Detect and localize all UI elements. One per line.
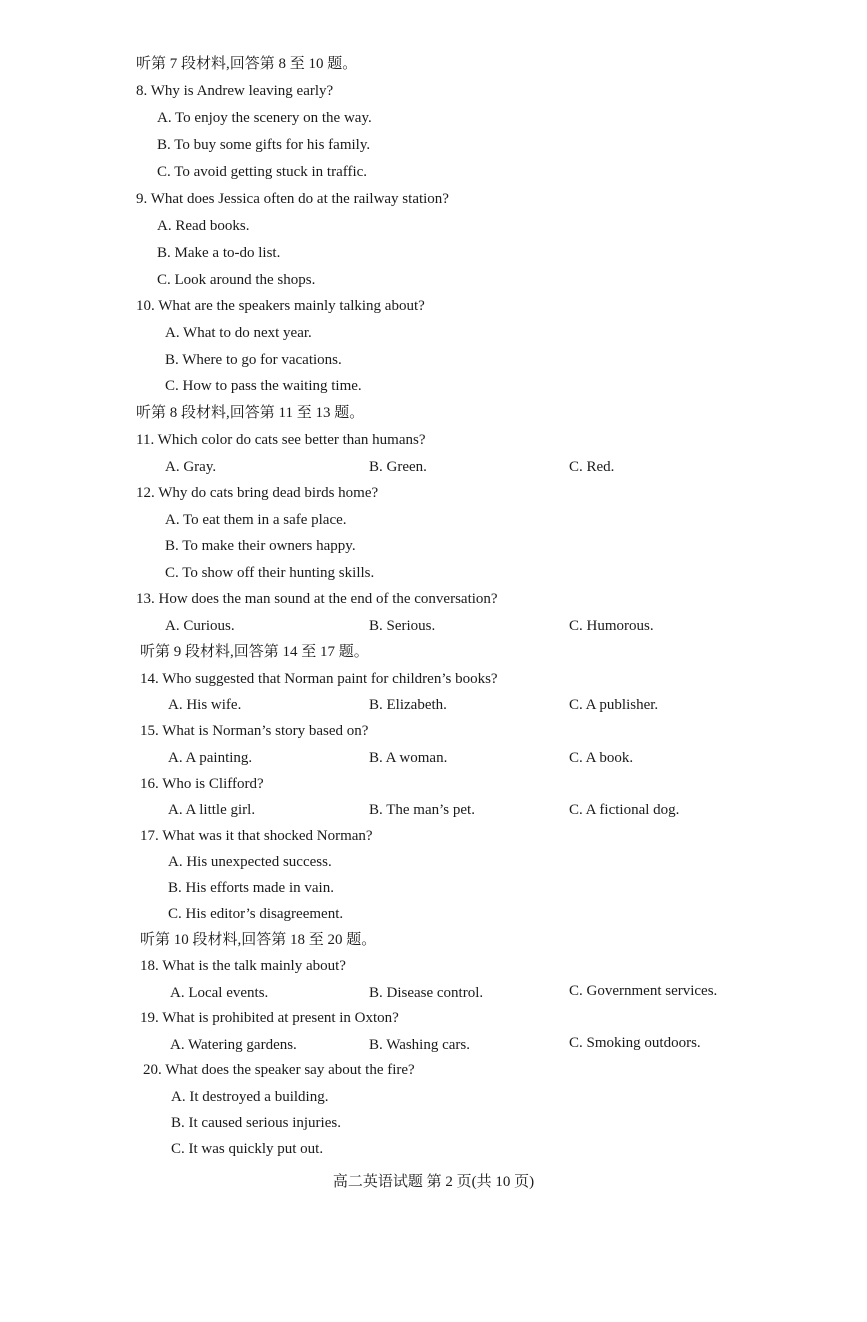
option: A. Watering gardens.: [170, 1037, 297, 1053]
question: 8. Why is Andrew leaving early?: [136, 83, 334, 99]
option: C. A fictional dog.: [569, 802, 680, 818]
option: B. Green.: [369, 459, 427, 475]
option: B. Serious.: [369, 618, 436, 634]
option: B. Washing cars.: [369, 1037, 471, 1053]
question: 12. Why do cats bring dead birds home?: [136, 485, 379, 501]
section-header: 听第 8 段材料,回答第 11 至 13 题。: [136, 405, 365, 421]
question: 11. Which color do cats see better than humans?: [136, 432, 426, 448]
option: A. It destroyed a building.: [171, 1089, 329, 1105]
option: B. Disease control.: [369, 985, 484, 1001]
option: A. Read books.: [157, 218, 250, 234]
option: A. His wife.: [168, 697, 242, 713]
option: C. To avoid getting stuck in traffic.: [157, 164, 368, 180]
question: 17. What was it that shocked Norman?: [140, 828, 373, 844]
option: A. Local events.: [170, 985, 269, 1001]
option: B. A woman.: [369, 750, 448, 766]
option: C. His editor’s disagreement.: [168, 906, 344, 922]
option: B. To buy some gifts for his family.: [157, 137, 371, 153]
question: 14. Who suggested that Norman paint for children’s books?: [140, 671, 498, 687]
option: C. Red.: [569, 459, 615, 475]
question: 15. What is Norman’s story based on?: [140, 723, 369, 739]
question: 20. What does the speaker say about the fire?: [143, 1062, 415, 1078]
question: 13. How does the man sound at the end of the conversation?: [136, 591, 498, 607]
option: C. It was quickly put out.: [171, 1141, 324, 1157]
option: C. Government services.: [569, 983, 718, 999]
question: 9. What does Jessica often do at the railway station?: [136, 191, 449, 207]
page-footer: 高二英语试题 第 2 页(共 10 页): [332, 1174, 535, 1190]
option: B. To make their owners happy.: [165, 538, 356, 554]
option: A. A painting.: [168, 750, 253, 766]
option: C. Look around the shops.: [157, 272, 316, 288]
option: B. It caused serious injuries.: [171, 1115, 341, 1131]
option: C. Smoking outdoors.: [569, 1035, 701, 1051]
option: C. A book.: [569, 750, 634, 766]
option: B. Where to go for vacations.: [165, 352, 342, 368]
section-header: 听第 10 段材料,回答第 18 至 20 题。: [140, 932, 377, 948]
option: C. Humorous.: [569, 618, 654, 634]
option: C. To show off their hunting skills.: [165, 565, 375, 581]
option: A. Gray.: [165, 459, 217, 475]
question: 10. What are the speakers mainly talking about?: [136, 298, 425, 314]
option: A. What to do next year.: [165, 325, 312, 341]
option: C. A publisher.: [569, 697, 659, 713]
option: B. His efforts made in vain.: [168, 880, 334, 896]
option: A. To eat them in a safe place.: [165, 512, 347, 528]
section-header: 听第 7 段材料,回答第 8 至 10 题。: [136, 56, 358, 72]
question: 19. What is prohibited at present in Oxton?: [140, 1010, 399, 1026]
option: A. A little girl.: [168, 802, 256, 818]
option: A. To enjoy the scenery on the way.: [157, 110, 372, 126]
option: B. Elizabeth.: [369, 697, 447, 713]
option: B. Make a to-do list.: [157, 245, 281, 261]
section-header: 听第 9 段材料,回答第 14 至 17 题。: [140, 644, 369, 660]
question: 18. What is the talk mainly about?: [140, 958, 346, 974]
option: C. How to pass the waiting time.: [165, 378, 362, 394]
option: B. The man’s pet.: [369, 802, 475, 818]
option: A. Curious.: [165, 618, 235, 634]
question: 16. Who is Clifford?: [140, 776, 264, 792]
option: A. His unexpected success.: [168, 854, 332, 870]
